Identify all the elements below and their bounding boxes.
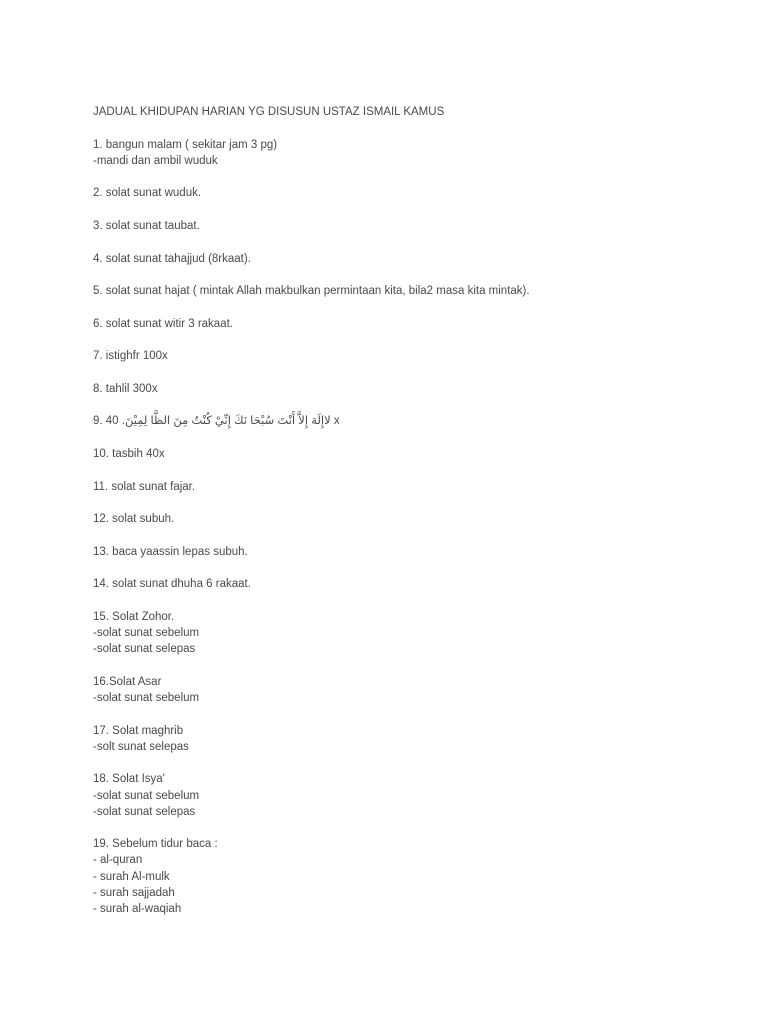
- document-title: JADUAL KHIDUPAN HARIAN YG DISUSUN USTAZ ISMAIL KAMUS: [93, 106, 445, 118]
- item-14-line-1: 14. solat sunat dhuha 6 rakaat.: [93, 578, 251, 591]
- list-item-2: [93, 185, 733, 201]
- item-19-line-1: 19. Sebelum tidur baca :: [93, 838, 218, 851]
- item-15-line-3: -solat sunat selepas: [93, 643, 196, 656]
- list-item-3: [93, 218, 733, 234]
- item-18-line-2: -solat sunat sebelum: [93, 789, 200, 802]
- spacer: [93, 364, 733, 380]
- item-3-line-1: 3. solat sunat taubat.: [93, 219, 200, 232]
- spacer: [93, 299, 733, 315]
- spacer: [93, 495, 733, 511]
- item-1-line-2: -mandi dan ambil wuduk: [93, 154, 218, 167]
- item-19-line-4: - surah sajjadah: [93, 886, 175, 899]
- item-18-line-1: 18. Solat Isya': [93, 773, 165, 786]
- list-item-7: [93, 348, 733, 364]
- item-1-line-1: 1. bangun malam ( sekitar jam 3 pg): [93, 138, 278, 151]
- item-6-line-1: 6. solat sunat witir 3 rakaat.: [93, 317, 233, 330]
- item-19-line-5: - surah al-waqiah: [93, 903, 182, 916]
- item-7-line-1: 7. istighfr 100x: [93, 350, 168, 363]
- spacer: [93, 755, 733, 771]
- list-item-4: [93, 251, 733, 267]
- item-16-line-2: -solat sunat sebelum: [93, 692, 200, 704]
- spacer: [93, 234, 733, 250]
- spacer: [93, 202, 733, 218]
- item-13-line-1: 13. baca yaassin lepas subuh.: [93, 545, 248, 558]
- spacer: [93, 267, 733, 283]
- spacer: [93, 462, 733, 478]
- spacer: [93, 560, 733, 576]
- spacer: [93, 332, 733, 348]
- list-item-10: [93, 446, 733, 462]
- list-item-15: [93, 609, 733, 658]
- item-2-line-1: 2. solat sunat wuduk.: [93, 187, 202, 200]
- document-body: [93, 104, 733, 917]
- spacer: [93, 397, 733, 413]
- list-item-16: [93, 674, 733, 706]
- item-9-line-1: 9. 40 .لاإِلَهَ إِلاَّ أَنْتَ سُبْحَا نَكَ إِنِّيْ كُنْتُ مِنَ الظَّا لِمِيْنَ x: [93, 415, 340, 428]
- list-item-12: [93, 511, 733, 527]
- item-19-line-3: - surah Al-mulk: [93, 870, 170, 883]
- list-item-8: [93, 381, 733, 397]
- spacer: [93, 120, 733, 136]
- item-16-line-1: 16.Solat Asar: [93, 675, 162, 688]
- list-item-13: [93, 544, 733, 560]
- list-item-19: [93, 836, 733, 917]
- spacer: [93, 706, 733, 722]
- spacer: [93, 820, 733, 836]
- item-17-line-2: -solt sunat selepas: [93, 740, 189, 753]
- item-15-line-1: 15. Solat Zohor.: [93, 610, 175, 623]
- spacer: [93, 527, 733, 543]
- item-5-line-1: 5. solat sunat hajat ( mintak Allah makbulkan permintaan kita, bila2 masa kita mintak).: [93, 285, 530, 298]
- item-18-line-3: -solat sunat selepas: [93, 805, 196, 818]
- spacer: [93, 430, 733, 446]
- list-item-11: [93, 479, 733, 495]
- spacer: [93, 169, 733, 185]
- list-item-14: [93, 576, 733, 592]
- list-item-18: [93, 771, 733, 820]
- spacer: [93, 657, 733, 673]
- spacer: [93, 592, 733, 608]
- list-item-17: [93, 723, 733, 755]
- item-15-line-2: -solat sunat sebelum: [93, 627, 200, 640]
- item-4-line-1: 4. solat sunat tahajjud (8rkaat).: [93, 252, 251, 265]
- list-item-6: [93, 316, 733, 332]
- list-item-5: [93, 283, 733, 299]
- item-12-line-1: 12. solat subuh.: [93, 513, 175, 526]
- item-19-line-2: - al-quran: [93, 854, 143, 867]
- item-10-line-1: 10. tasbih 40x: [93, 447, 165, 460]
- item-8-line-1: 8. tahlil 300x: [93, 382, 158, 395]
- item-17-line-1: 17. Solat maghrib: [93, 724, 184, 737]
- list-item-1: [93, 137, 733, 169]
- list-item-9: [93, 413, 733, 429]
- item-11-line-1: 11. solat sunat fajar.: [93, 480, 196, 493]
